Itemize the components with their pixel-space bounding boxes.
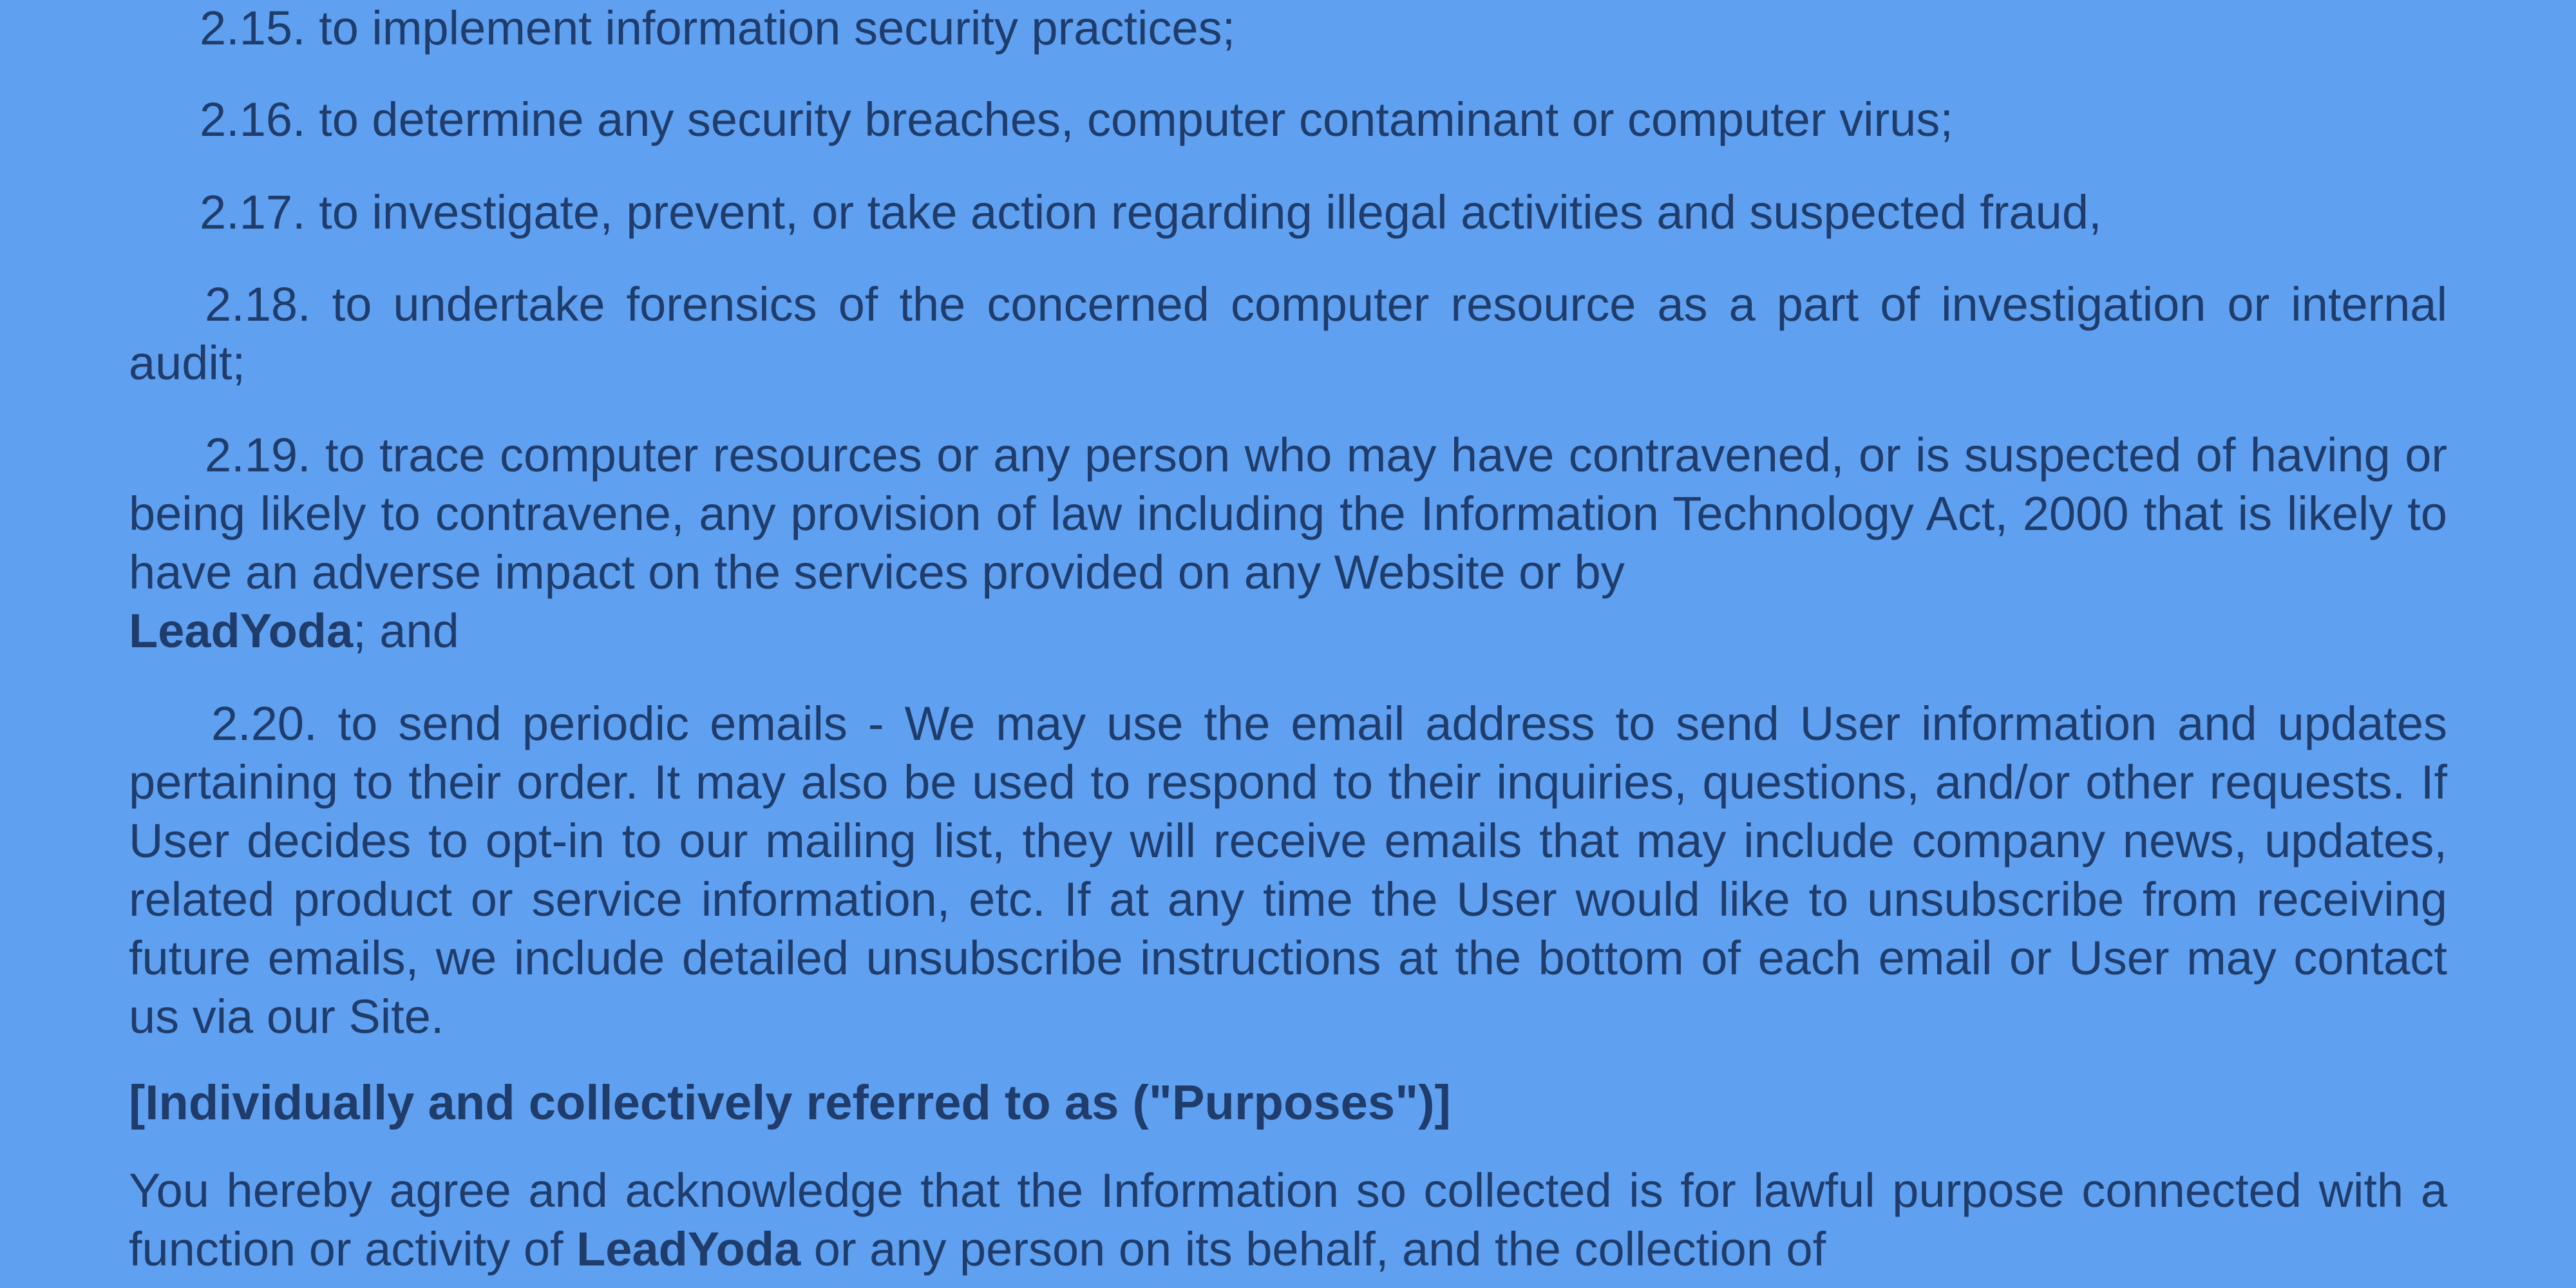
clause-number: 2.17. <box>200 185 306 239</box>
brand-name: LeadYoda <box>129 604 354 658</box>
clause-text: to trace computer resources or any person who may have contravened, or is suspected of having or being likely to contravene, any provision of law including the Information Technology Act, 2000 that is likely to have an adverse impact on the services provided on any Website or by <box>129 428 2448 599</box>
clause-number: 2.16. <box>200 93 306 146</box>
clause-text-tail: ; and <box>353 604 459 658</box>
clause-2-20 <box>129 694 2447 1046</box>
clause-text: to send periodic emails - We may use the email address to send User information and updates pertaining to their order. It may also be used to respond to their inquiries, questions, and/or other requests. If User decides to opt-in to our mailing list, they will receive emails that may include company news, updates, related product or service information, etc. If at any time the User would like to unsubscribe from receiving future emails, we include detailed unsubscribe instructions at the bottom of each email or User may contact us via our Site. <box>129 697 2448 1043</box>
clause-text: to implement information security practices; <box>319 1 1236 55</box>
clause-2-18 <box>129 275 2447 392</box>
clause-number: 2.18. <box>205 278 311 331</box>
clause-2-15 <box>129 0 2447 57</box>
closing-text-tail: or any person on its behalf, and the collection of <box>813 1222 1826 1276</box>
clause-text: to undertake forensics of the concerned computer resource as a part of investigation or internal audit; <box>129 278 2448 390</box>
brand-name: LeadYoda <box>576 1222 801 1276</box>
closing-text: You hereby agree and acknowledge that the Information so collected is for lawful purpose connected with a function or activity of <box>129 1164 2447 1276</box>
clause-2-19 <box>129 426 2447 660</box>
purposes-heading: [Individually and collectively referred to as ("Purposes")] <box>129 1075 1451 1130</box>
clause-2-16 <box>129 90 2447 149</box>
closing-paragraph <box>129 1161 2447 1278</box>
clause-number: 2.19. <box>205 428 311 482</box>
clause-number: 2.15. <box>200 1 306 55</box>
clause-text: to determine any security breaches, computer contaminant or computer virus; <box>319 93 1953 146</box>
clause-2-17 <box>129 183 2447 242</box>
clause-text: to investigate, prevent, or take action regarding illegal activities and suspected fraud, <box>319 185 2102 239</box>
clause-number: 2.20. <box>211 697 317 750</box>
